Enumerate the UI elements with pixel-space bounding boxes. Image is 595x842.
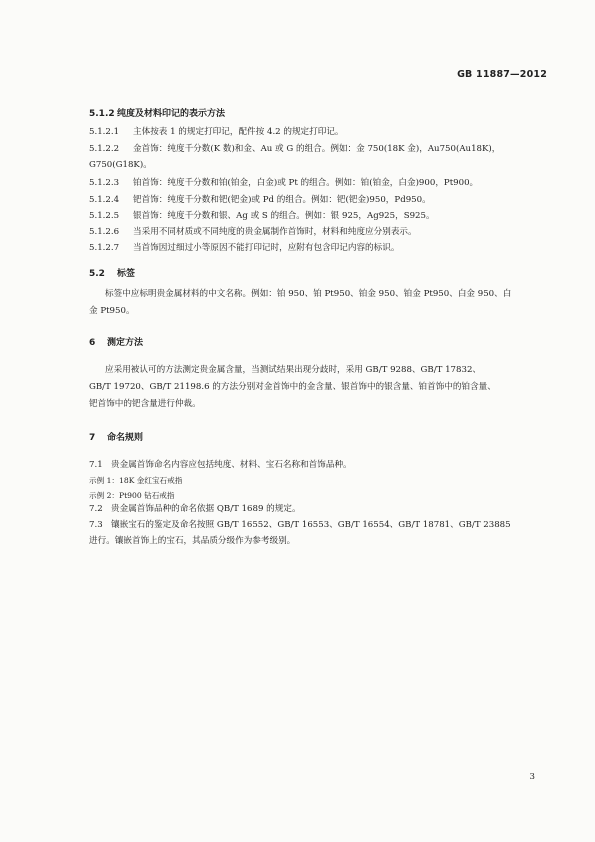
section-number: 5.1.2	[89, 109, 115, 119]
clause-5-1-2-5	[89, 211, 435, 222]
clause-5-1-2-3	[89, 178, 478, 189]
clause-number: 7.3	[89, 520, 103, 530]
paragraph-6-line-1: 应采用被认可的方法测定贵金属含量，当测试结果出现分歧时，采用 GB/T 9288、GB/T 17832、	[105, 365, 482, 375]
clause-text: 当采用不同材质或不同纯度的贵金属制作首饰时，材料和纯度应分别表示。	[133, 227, 417, 237]
clause-number: 7.2	[89, 504, 103, 514]
clause-text: 镶嵌宝石的鉴定及命名按照 GB/T 16552、GB/T 16553、GB/T 16554、GB/T 18781、GB/T 23885	[111, 520, 511, 530]
clause-5-1-2-7	[89, 243, 399, 254]
clause-number: 5.1.2.4	[89, 195, 120, 205]
clause-number: 5.1.2.3	[89, 178, 120, 188]
clause-text: 贵金属首饰命名内容应包括纯度、材料、宝石名称和首饰品种。	[111, 460, 352, 470]
clause-number: 5.1.2.1	[89, 127, 120, 137]
clause-text: 银首饰：纯度千分数和银、Ag 或 S 的组合。例如：银 925，Ag925，S925。	[133, 211, 435, 221]
section-title: 命名规则	[107, 433, 144, 443]
clause-text: 金首饰：纯度千分数(K 数)和金、Au 或 G 的组合。例如：金 750(18K 金)，Au750(Au18K)，	[133, 144, 501, 154]
clause-7-2	[89, 504, 301, 515]
clause-number: 5.1.2.7	[89, 243, 120, 253]
paragraph-6-line-2: GB/T 19720、GB/T 21198.6 的方法分别对金首饰中的金含量、银首饰中的银含量、铂首饰中的铂含量、	[89, 382, 496, 392]
clause-number: 5.1.2.2	[89, 144, 120, 154]
clause-text: 贵金属首饰品种的命名依据 QB/T 1689 的规定。	[111, 504, 301, 514]
paragraph-5-2-line-1: 标签中应标明贵金属材料的中文名称。例如：铂 950、铂 Pt950、铂金 950、铂金 Pt950、白金 950、白	[105, 289, 512, 299]
section-number: 6	[89, 338, 96, 348]
clause-number: 5.1.2.6	[89, 227, 120, 237]
example-1: 示例 1：18K 金红宝石戒指	[89, 476, 183, 485]
clause-number: 5.1.2.5	[89, 211, 120, 221]
section-title: 测定方法	[107, 338, 144, 348]
clause-5-1-2-1	[89, 127, 344, 138]
page-number: 3	[529, 772, 535, 782]
section-title: 标签	[117, 269, 136, 279]
standard-code: GB 11887—2012	[457, 69, 547, 80]
clause-5-1-2-2	[89, 144, 500, 155]
section-number: 7	[89, 433, 96, 443]
section-heading-5-2	[89, 266, 135, 279]
paragraph-5-2-line-2: 金 Pt950。	[89, 306, 135, 316]
section-number: 5.2	[89, 269, 105, 279]
clause-7-3	[89, 520, 511, 531]
clause-5-1-2-4	[89, 195, 431, 206]
clause-text: 钯首饰：纯度千分数和钯(钯金)或 Pd 的组合。例如：钯(钯金)950，Pd950。	[133, 195, 431, 205]
section-title: 纯度及材料印记的表示方法	[117, 109, 226, 119]
clause-7-1	[89, 460, 352, 471]
section-heading-7	[89, 430, 143, 443]
clause-7-3-cont: 进行。镶嵌首饰上的宝石，其品质分级作为参考级别。	[89, 536, 296, 546]
clause-text: 主体按表 1 的规定打印记，配件按 4.2 的规定打印记。	[133, 127, 344, 137]
clause-text: 当首饰因过细过小等原因不能打印记时，应附有包含印记内容的标识。	[133, 243, 400, 253]
clause-text: 铂首饰：纯度千分数和铂(铂金，白金)或 Pt 的组合。例如：铂(铂金，白金)900，Pt900。	[133, 178, 479, 188]
example-2: 示例 2：Pt900 钻石戒指	[89, 491, 175, 500]
section-heading-5-1-2	[89, 106, 225, 119]
paragraph-6-line-3: 钯首饰中的钯含量进行仲裁。	[89, 399, 201, 409]
clause-5-1-2-6	[89, 227, 417, 238]
clause-5-1-2-2-cont: G750(G18K)。	[89, 160, 152, 170]
clause-number: 7.1	[89, 460, 103, 470]
section-heading-6	[89, 335, 143, 348]
